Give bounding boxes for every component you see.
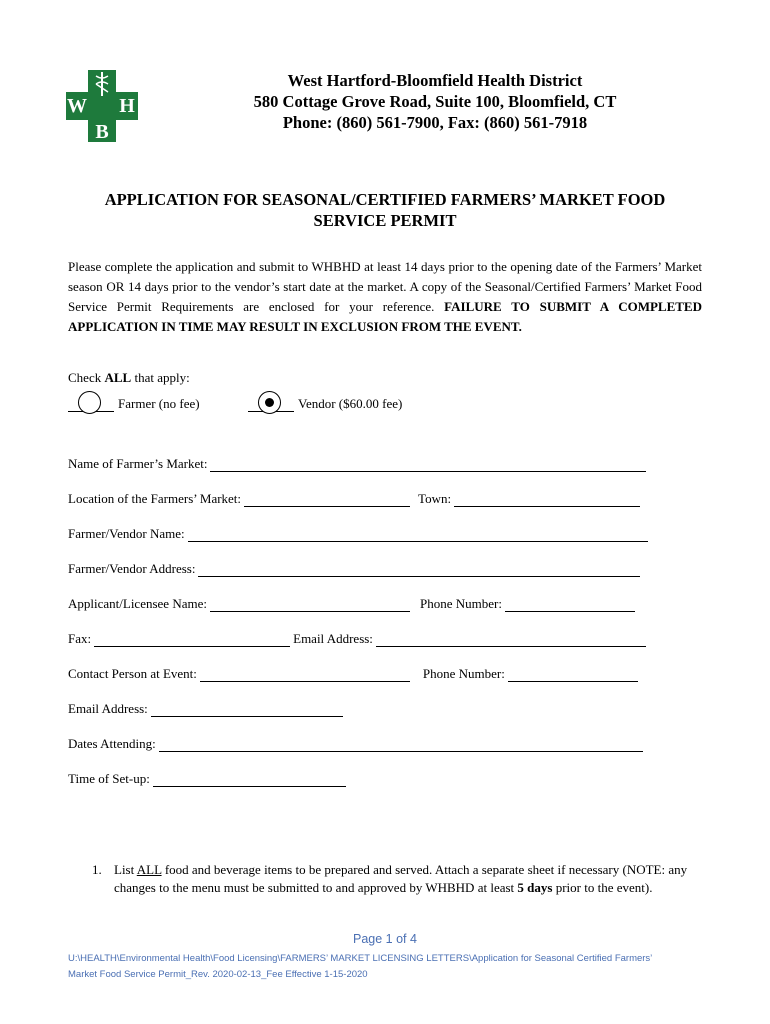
list-number: 1.: [92, 862, 102, 877]
check-prefix: Check: [68, 370, 105, 385]
vendor-name-field[interactable]: [68, 526, 648, 542]
contact-email-input[interactable]: [151, 704, 343, 717]
check-bold: ALL: [104, 370, 132, 385]
list-text: [114, 861, 704, 897]
option-farmer[interactable]: [68, 396, 200, 412]
contact-person-input[interactable]: [200, 669, 410, 682]
fax-input[interactable]: [94, 634, 290, 647]
file-path-line-2: Market Food Service Permit_Rev. 2020-02-13_Fee Effective 1-15-2020: [68, 969, 368, 980]
phone-number-label: Phone Number:: [419, 596, 502, 611]
fax-label: Fax:: [68, 631, 92, 646]
market-name-input[interactable]: [210, 459, 646, 472]
list-bold: 5 days: [517, 880, 553, 895]
dates-attending-field[interactable]: [68, 736, 643, 752]
applicant-name-label: Applicant/Licensee Name:: [68, 596, 207, 611]
file-path-line-1: U:\HEALTH\Environmental Health\Food Licensing\FARMERS’ MARKET LICENSING LETTERS\Application for Seasonal Certified Farmers’: [68, 953, 653, 964]
town-input[interactable]: [454, 494, 640, 507]
page-number: Page 1 of 4: [353, 932, 417, 946]
list-post: prior to the event).: [552, 880, 653, 895]
vendor-radio[interactable]: [258, 391, 281, 414]
phone-number-input[interactable]: [505, 599, 635, 612]
town-label: Town:: [418, 491, 452, 506]
setup-time-label: Time of Set-up:: [68, 771, 150, 786]
contact-person-label: Contact Person at Event:: [68, 666, 197, 681]
document-title: [68, 189, 702, 231]
contact-phone-label: Phone Number:: [422, 666, 505, 681]
list-pre: List: [114, 862, 137, 877]
email-label: Email Address:: [293, 631, 373, 646]
list-item: [92, 861, 704, 897]
setup-time-field[interactable]: [68, 771, 346, 787]
logo-letter-b: B: [95, 121, 109, 143]
logo-letter-w: W: [67, 95, 87, 117]
check-instruction: [68, 370, 190, 386]
health-district-logo: [64, 68, 140, 144]
file-path: [68, 951, 708, 983]
org-address: 580 Cottage Grove Road, Suite 100, Bloomfield, CT: [253, 92, 617, 111]
farmer-radio[interactable]: [78, 391, 101, 414]
market-name-field[interactable]: [68, 456, 646, 472]
market-location-label: Location of the Farmers’ Market:: [68, 491, 242, 506]
option-vendor-label: Vendor ($60.00 fee): [298, 396, 403, 411]
market-location-input[interactable]: [244, 494, 410, 507]
option-farmer-label: Farmer (no fee): [118, 396, 200, 411]
vendor-name-input[interactable]: [188, 529, 648, 542]
vendor-address-input[interactable]: [198, 564, 640, 577]
logo-letter-h: H: [119, 95, 135, 117]
contact-person-field[interactable]: [68, 666, 638, 682]
blank-line: [248, 398, 294, 412]
applicant-name-field[interactable]: [68, 596, 635, 612]
option-vendor[interactable]: [248, 396, 402, 412]
intro-paragraph: [68, 257, 702, 337]
vendor-address-label: Farmer/Vendor Address:: [68, 561, 196, 576]
title-line-1: APPLICATION FOR SEASONAL/CERTIFIED FARMERS’ MARKET FOOD: [104, 190, 666, 209]
dates-attending-label: Dates Attending:: [68, 736, 156, 751]
list-underlined: ALL: [136, 862, 162, 877]
market-name-label: Name of Farmer’s Market:: [68, 456, 208, 471]
check-suffix: that apply:: [131, 370, 190, 385]
contact-phone-input[interactable]: [508, 669, 638, 682]
contact-email-field[interactable]: [68, 701, 343, 717]
fax-email-field[interactable]: [68, 631, 646, 647]
org-name: West Hartford-Bloomfield Health District: [287, 71, 583, 90]
letterhead: [180, 70, 690, 133]
org-phone: Phone: (860) 561-7900, Fax: (860) 561-7918: [282, 113, 588, 132]
applicant-name-input[interactable]: [210, 599, 410, 612]
blank-line: [68, 398, 114, 412]
intro-warning: FAILURE TO SUBMIT A COMPLETED APPLICATION IN TIME MAY RESULT IN EXCLUSION FROM THE EVENT.: [68, 299, 702, 334]
contact-email-label: Email Address:: [68, 701, 148, 716]
email-input[interactable]: [376, 634, 646, 647]
title-line-2: SERVICE PERMIT: [313, 211, 457, 230]
intro-text: Please complete the application and submit to WHBHD at least 14 days prior to the opening date of the Farmers’ Market season OR 14 days prior to the vendor’s start date at the market. A copy of the Seasonal/Certified Farmers’ Market Food Service Permit Requirements are enclosed for your reference.: [68, 259, 702, 314]
vendor-address-field[interactable]: [68, 561, 640, 577]
market-location-field[interactable]: [68, 491, 640, 507]
dates-attending-input[interactable]: [159, 739, 643, 752]
setup-time-input[interactable]: [153, 774, 346, 787]
list-mid: food and beverage items to be prepared and served. Attach a separate sheet if necessary (NOTE: any changes to the menu must be submitted to and approved by WHBHD at least: [114, 862, 688, 895]
vendor-name-label: Farmer/Vendor Name:: [68, 526, 185, 541]
